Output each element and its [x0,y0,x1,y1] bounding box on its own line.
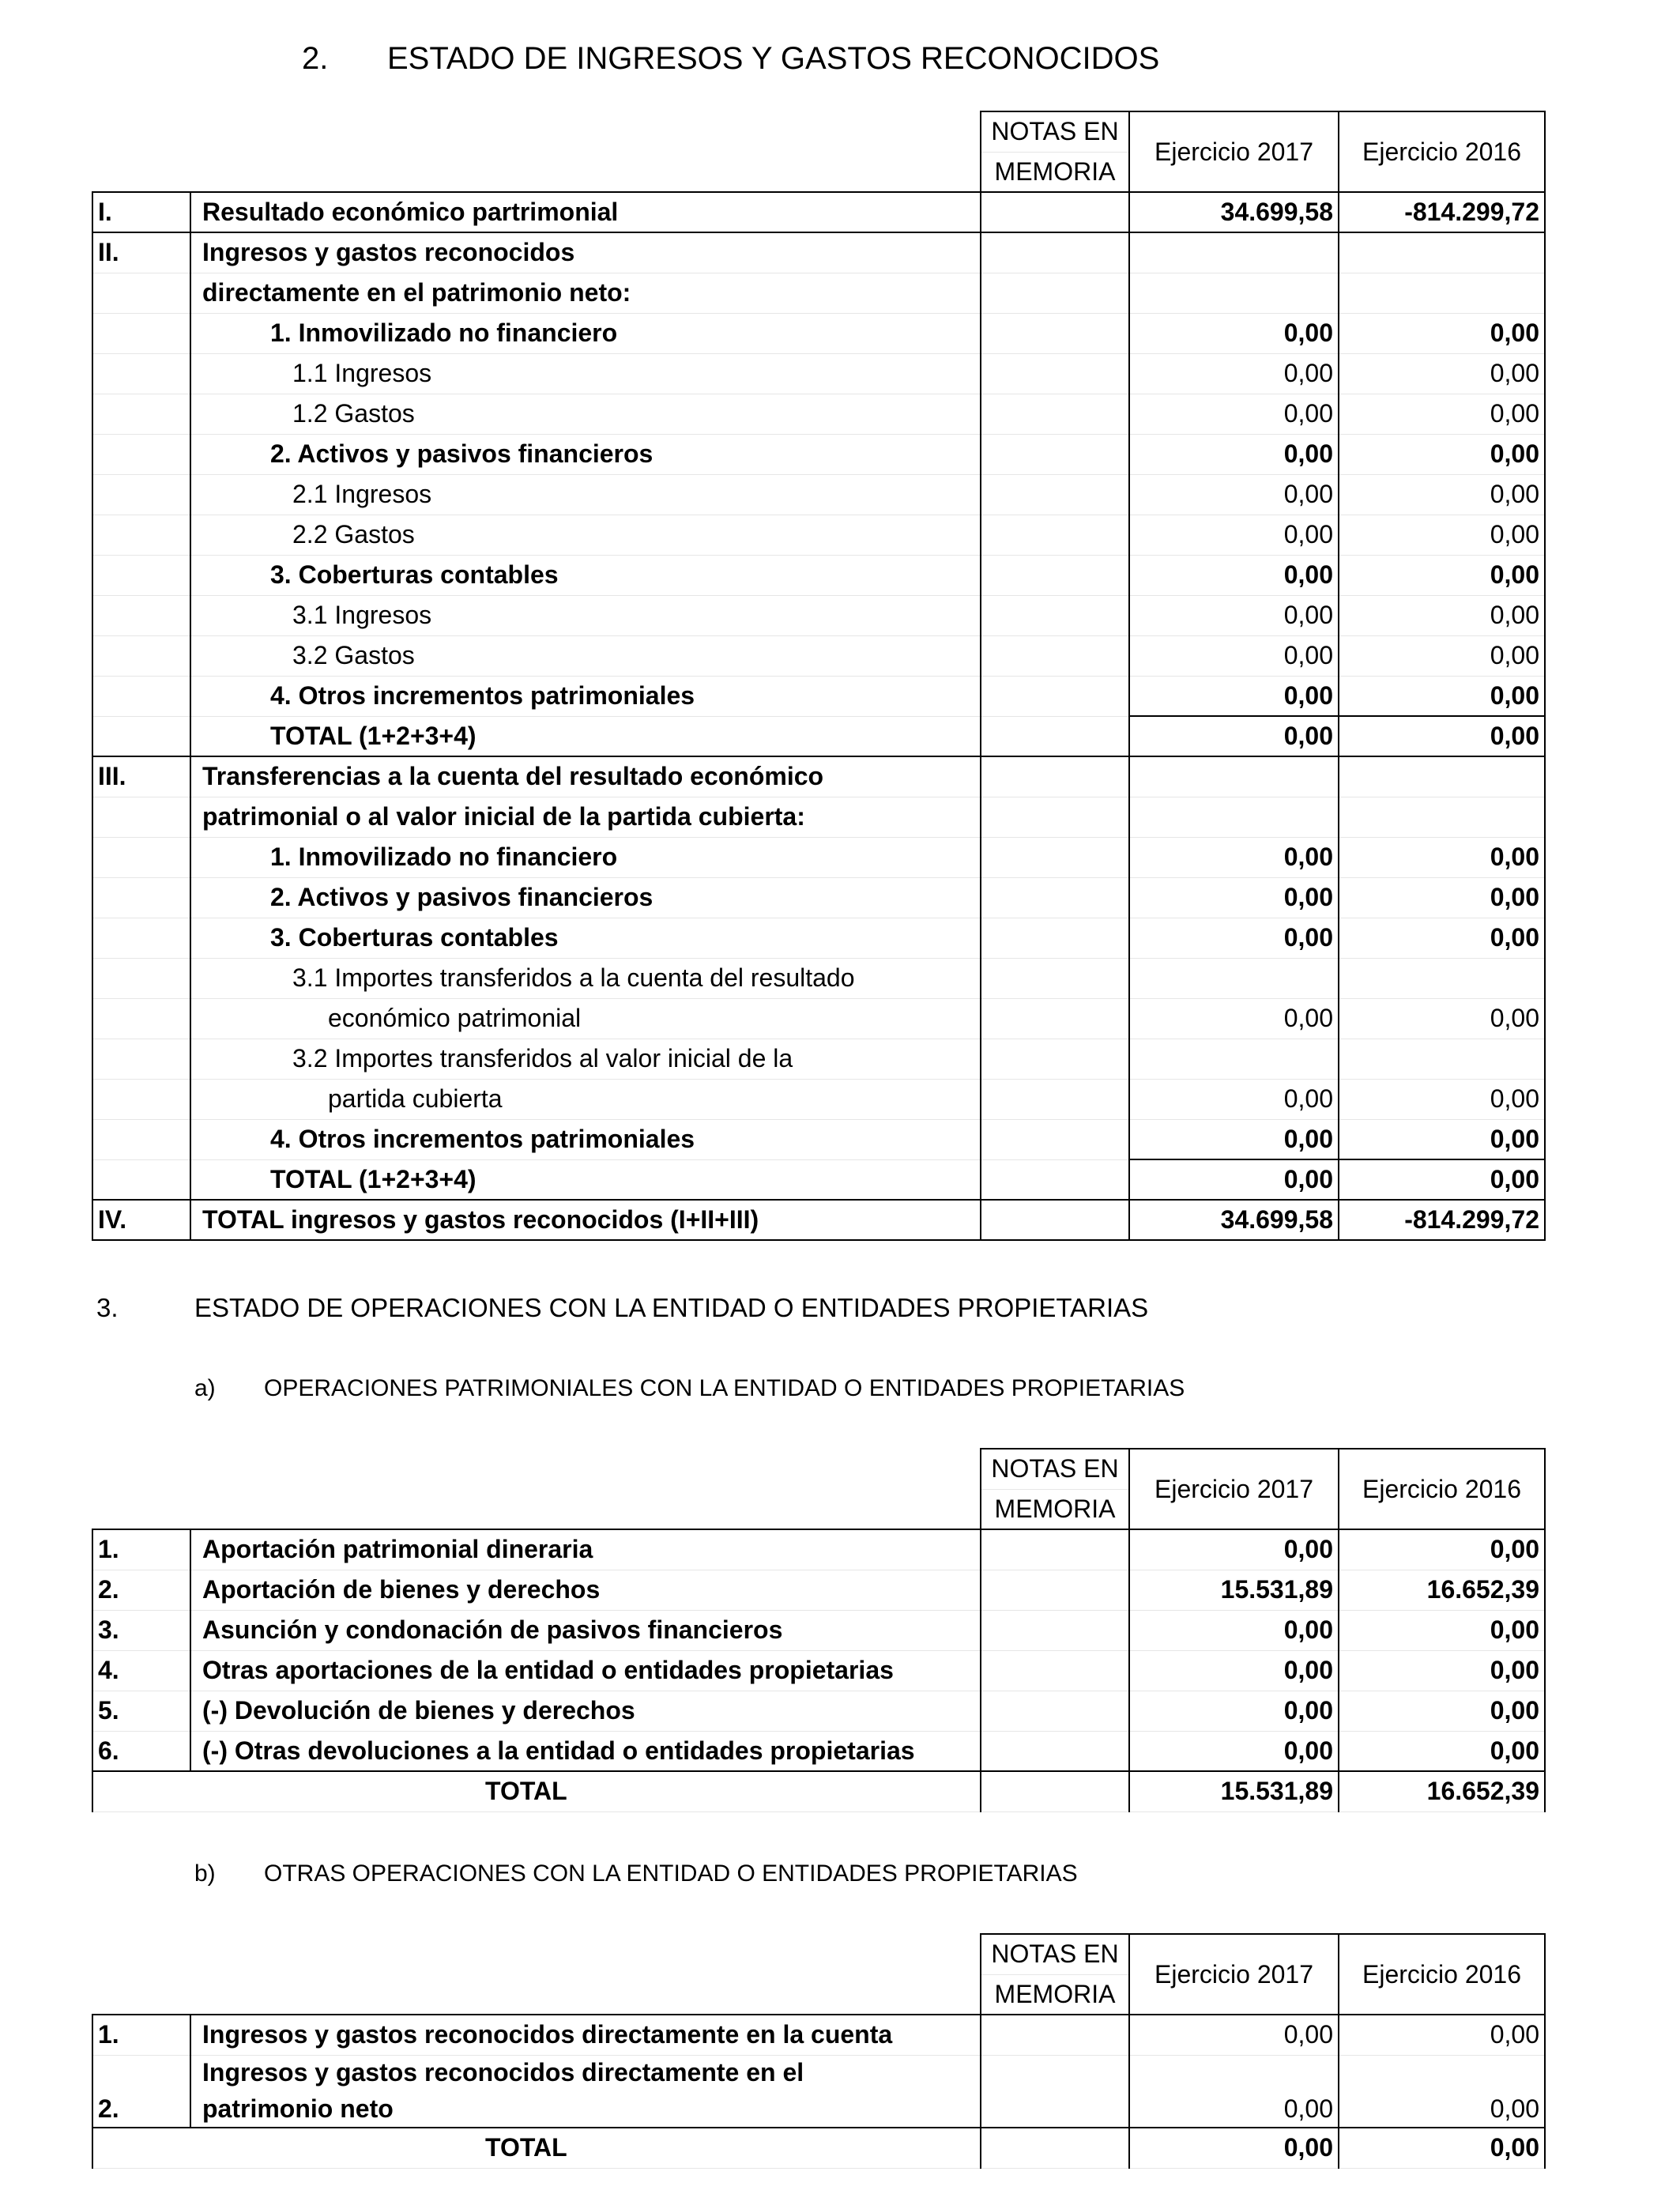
row-2016: 0,00 [1339,555,1545,595]
row-2017 [1129,273,1339,313]
row-number [92,958,190,998]
row-2017: 0,00 [1129,394,1339,434]
row-label: (-) Devolución de bienes y derechos [190,1691,981,1731]
row-2016: 0,00 [1339,2015,1545,2055]
table-row [92,635,1545,676]
row-number: I. [92,192,190,232]
row-notas [981,756,1129,797]
notas-header: NOTAS EN [981,1934,1129,1974]
row-number [92,837,190,877]
table-row [92,797,1545,837]
col-2016-header: Ejercicio 2016 [1339,111,1545,192]
ingresos-gastos-table [92,111,1546,1241]
section-3a-letter: a) [194,1375,216,1401]
row-label: 3.2 Gastos [190,635,981,676]
row-number [92,474,190,515]
row-label: 2. Activos y pasivos financieros [190,434,981,474]
row-number [92,313,190,353]
row-number [92,676,190,716]
row-notas [981,1650,1129,1691]
row-number: 2. [92,1570,190,1610]
row-2016: 0,00 [1339,1610,1545,1650]
table-row [92,837,1545,877]
table-row [92,1610,1545,1650]
row-number: 1. [92,1529,190,1570]
section-3-number: 3. [96,1293,119,1322]
row-2017: 0,00 [1129,1529,1339,1570]
row-notas [981,313,1129,353]
row-2016: 0,00 [1339,1119,1545,1159]
operaciones-patrimoniales-table [92,1448,1546,1812]
row-2017: 0,00 [1129,1731,1339,1771]
row-notas [981,1079,1129,1119]
row-label: 1. Inmovilizado no financiero [190,313,981,353]
row-notas [981,1200,1129,1240]
row-label: partida cubierta [190,1079,981,1119]
row-number: II. [92,232,190,273]
table-row [92,313,1545,353]
row-2016: -814.299,72 [1339,192,1545,232]
table-row [92,434,1545,474]
row-label: económico patrimonial [190,998,981,1039]
notas-header-line2: MEMORIA [981,152,1129,192]
row-number [92,1039,190,1079]
row-label: TOTAL (1+2+3+4) [190,1159,981,1200]
row-label: Asunción y condonación de pasivos financieros [190,1610,981,1650]
notas-header: NOTAS EN [981,1449,1129,1489]
table-row [92,918,1545,958]
row-label: 2. Activos y pasivos financieros [190,877,981,918]
row-number [92,353,190,394]
row-2017: 15.531,89 [1129,1570,1339,1610]
section-2-number: 2. [302,41,329,76]
row-2017: 0,00 [1129,313,1339,353]
row-2016 [1339,958,1545,998]
row-notas [981,1039,1129,1079]
row-notas [981,998,1129,1039]
row-2017: 0,00 [1129,918,1339,958]
row-notas [981,474,1129,515]
table-row [92,1731,1545,1771]
row-label: (-) Otras devoluciones a la entidad o entidades propietarias [190,1731,981,1771]
row-2016 [1339,273,1545,313]
row-2017: 0,00 [1129,1691,1339,1731]
row-number [92,1079,190,1119]
row-2017: 0,00 [1129,2090,1339,2128]
row-label: 4. Otros incrementos patrimoniales [190,676,981,716]
total-row-label: TOTAL [92,2128,981,2168]
table-row [92,232,1545,273]
row-2017: 34.699,58 [1129,192,1339,232]
table-row [92,1691,1545,1731]
row-number [92,918,190,958]
row-2016 [1339,797,1545,837]
total-2016: 16.652,39 [1339,1771,1545,1811]
row-2016: 0,00 [1339,1529,1545,1570]
notas-header-line2: MEMORIA [981,1489,1129,1529]
table-row [92,515,1545,555]
row-2016: 0,00 [1339,635,1545,676]
row-2016: 0,00 [1339,1159,1545,1200]
row-notas [981,555,1129,595]
row-number [92,595,190,635]
row-2017 [1129,797,1339,837]
row-notas [981,635,1129,676]
row-2017: 0,00 [1129,1119,1339,1159]
row-label: Aportación de bienes y derechos [190,1570,981,1610]
row-number: 2. [92,2090,190,2128]
row-2016: 16.652,39 [1339,1570,1545,1610]
row-2016: 0,00 [1339,1731,1545,1771]
table-row [92,595,1545,635]
row-notas [981,1610,1129,1650]
row-2016 [1339,756,1545,797]
row-2016 [1339,232,1545,273]
row-notas [981,837,1129,877]
row-label: 2.2 Gastos [190,515,981,555]
row-2016: 0,00 [1339,394,1545,434]
row-number: 1. [92,2015,190,2055]
row-number [92,434,190,474]
row-notas [981,1159,1129,1200]
row-notas [981,353,1129,394]
row-notas [981,595,1129,635]
table-row [92,877,1545,918]
section-3a-title: OPERACIONES PATRIMONIALES CON LA ENTIDAD O ENTIDADES PROPIETARIAS [264,1375,1185,1401]
row-2017: 0,00 [1129,353,1339,394]
row-number: III. [92,756,190,797]
row-2017: 0,00 [1129,595,1339,635]
row-number [92,716,190,756]
row-2017: 0,00 [1129,2015,1339,2055]
col-2017-header: Ejercicio 2017 [1129,1449,1339,1529]
row-label: 4. Otros incrementos patrimoniales [190,1119,981,1159]
row-2017: 0,00 [1129,998,1339,1039]
row-label: TOTAL (1+2+3+4) [190,716,981,756]
row-notas [981,192,1129,232]
row-number [92,877,190,918]
row-2016: 0,00 [1339,1650,1545,1691]
row-label: 3. Coberturas contables [190,555,981,595]
row-label: 1.1 Ingresos [190,353,981,394]
row-2017: 0,00 [1129,1610,1339,1650]
row-2016: 0,00 [1339,1691,1545,1731]
table-row [92,2055,1545,2090]
row-2017: 0,00 [1129,1159,1339,1200]
row-2016: -814.299,72 [1339,1200,1545,1240]
row-2016: 0,00 [1339,515,1545,555]
table-row [92,555,1545,595]
row-2017 [1129,1039,1339,1079]
row-label: 3.2 Importes transferidos al valor inicial de la [190,1039,981,1079]
row-2017 [1129,756,1339,797]
row-2016: 0,00 [1339,716,1545,756]
table-row [92,1159,1545,1200]
row-2017: 0,00 [1129,716,1339,756]
row-2016: 0,00 [1339,353,1545,394]
row-label: Resultado económico partrimonial [190,192,981,232]
table-row [92,192,1545,232]
row-2016: 0,00 [1339,837,1545,877]
total-2017: 0,00 [1129,2128,1339,2168]
row-2016: 0,00 [1339,434,1545,474]
table-row [92,1529,1545,1570]
col-2017-header: Ejercicio 2017 [1129,111,1339,192]
row-number [92,1119,190,1159]
section-3b-letter: b) [194,1860,216,1887]
row-number [92,555,190,595]
row-number [92,273,190,313]
row-label: 3.1 Importes transferidos a la cuenta del resultado [190,958,981,998]
section-2-title: ESTADO DE INGRESOS Y GASTOS RECONOCIDOS [387,41,1160,76]
row-label: Aportación patrimonial dineraria [190,1529,981,1570]
row-label: patrimonial o al valor inicial de la partida cubierta: [190,797,981,837]
table-row [92,273,1545,313]
row-number [92,797,190,837]
row-number [92,998,190,1039]
row-number: 6. [92,1731,190,1771]
row-label: 1. Inmovilizado no financiero [190,837,981,877]
row-notas [981,434,1129,474]
row-2016: 0,00 [1339,1079,1545,1119]
table-row [92,2090,1545,2128]
row-2017 [1129,958,1339,998]
col-2017-header: Ejercicio 2017 [1129,1934,1339,2015]
table-row [92,1119,1545,1159]
row-2016: 0,00 [1339,2090,1545,2128]
row-2016: 0,00 [1339,595,1545,635]
row-2016: 0,00 [1339,877,1545,918]
row-notas [981,877,1129,918]
table-row [92,756,1545,797]
row-notas [981,1570,1129,1610]
row-label-line2: patrimonio neto [190,2090,981,2128]
row-label: TOTAL ingresos y gastos reconocidos (I+II+III) [190,1200,981,1240]
table-row [92,958,1545,998]
section-3b-title: OTRAS OPERACIONES CON LA ENTIDAD O ENTIDADES PROPIETARIAS [264,1860,1078,1887]
row-2016: 0,00 [1339,474,1545,515]
row-label: 1.2 Gastos [190,394,981,434]
total-2016: 0,00 [1339,2128,1545,2168]
row-2017: 0,00 [1129,474,1339,515]
row-2016: 0,00 [1339,676,1545,716]
section-3-title: ESTADO DE OPERACIONES CON LA ENTIDAD O ENTIDADES PROPIETARIAS [194,1293,1149,1322]
row-2016 [1339,1039,1545,1079]
table-row [92,1079,1545,1119]
table-row [92,1650,1545,1691]
row-notas [981,394,1129,434]
row-2017 [1129,232,1339,273]
row-number [92,515,190,555]
row-number: IV. [92,1200,190,1240]
row-2017: 0,00 [1129,676,1339,716]
table-row [92,1039,1545,1079]
row-2017: 34.699,58 [1129,1200,1339,1240]
notas-header-line2: MEMORIA [981,1974,1129,2015]
row-number [92,1159,190,1200]
table-row [92,1570,1545,1610]
row-2017: 0,00 [1129,515,1339,555]
row-2017: 0,00 [1129,635,1339,676]
row-notas [981,1119,1129,1159]
table-row [92,2015,1545,2055]
row-2016: 0,00 [1339,918,1545,958]
table-row [92,998,1545,1039]
table-row [92,353,1545,394]
row-notas [981,797,1129,837]
row-label: Transferencias a la cuenta del resultado económico [190,756,981,797]
row-2017: 0,00 [1129,1650,1339,1691]
row-notas [981,232,1129,273]
table-row [92,676,1545,716]
row-label: directamente en el patrimonio neto: [190,273,981,313]
row-label: Ingresos y gastos reconocidos [190,232,981,273]
row-number [92,394,190,434]
row-notas [981,716,1129,756]
row-2017: 0,00 [1129,877,1339,918]
row-2017: 0,00 [1129,1079,1339,1119]
table-row [92,394,1545,434]
col-2016-header: Ejercicio 2016 [1339,1449,1545,1529]
row-2017: 0,00 [1129,434,1339,474]
row-notas [981,1529,1129,1570]
row-notas [981,1691,1129,1731]
row-notas [981,918,1129,958]
table-row [92,716,1545,756]
row-notas [981,273,1129,313]
total-2017: 15.531,89 [1129,1771,1339,1811]
row-number: 5. [92,1691,190,1731]
row-number: 4. [92,1650,190,1691]
row-label-line1: Ingresos y gastos reconocidos directamente en el [190,2055,981,2090]
notas-header: NOTAS EN [981,111,1129,152]
row-number: 3. [92,1610,190,1650]
row-notas [981,1731,1129,1771]
total-row-label: TOTAL [92,1771,981,1811]
row-2017: 0,00 [1129,555,1339,595]
col-2016-header: Ejercicio 2016 [1339,1934,1545,2015]
table-row [92,1200,1545,1240]
row-notas [981,515,1129,555]
row-number [92,635,190,676]
row-2016: 0,00 [1339,998,1545,1039]
table-row [92,474,1545,515]
row-2017: 0,00 [1129,837,1339,877]
row-notas [981,958,1129,998]
row-2016: 0,00 [1339,313,1545,353]
row-notas [981,676,1129,716]
row-label: 2.1 Ingresos [190,474,981,515]
otras-operaciones-table [92,1933,1546,2169]
row-label: Ingresos y gastos reconocidos directamente en la cuenta [190,2015,981,2055]
row-label: 3.1 Ingresos [190,595,981,635]
row-label: 3. Coberturas contables [190,918,981,958]
row-label: Otras aportaciones de la entidad o entidades propietarias [190,1650,981,1691]
